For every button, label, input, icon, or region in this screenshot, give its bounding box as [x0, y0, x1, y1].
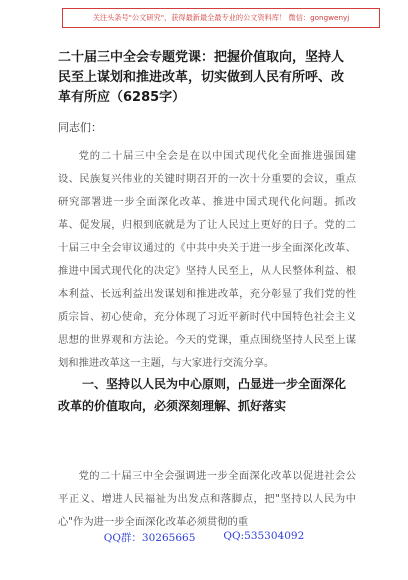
qq-number-text: QQ:535304092	[223, 530, 305, 542]
greeting: 同志们：	[58, 121, 102, 134]
body-paragraph: 党的二十届三中全会强调进一步全面深化改革以促进社会公平正义、增进人民福祉为出发点和落脚点，把"坚持以人民为中心"作为进一步全面深化改革必须贯彻的重	[58, 470, 356, 528]
body-paragraph: 党的二十届三中全会是在以中国式现代化全面推进强国建设、民族复兴伟业的关键时期召开的一次十分重要的会议，重点研究部署进一步全面深化改革、推进中国式现代化问题。抓改革、促发展，归根到底就是为了让人民过上更好的日子。党的二十届三中全会审议通过的《中共中央关于进一步全面深化改革、推进中国式现代化的决定》坚持人民至上，从人民整体利益、根本利益、长远利益出发谋划和推进改革，充分彰显了我们党的性质宗旨、初心使命，充分体现了习近平新时代中国特色社会主义思想的世界观和方法论。今天的党课，重点围绕坚持人民至上谋划和推进改革这一主题，与大家进行交流分享。	[58, 150, 356, 369]
qq-group-text: QQ群：30265665	[103, 532, 196, 544]
footer-contacts	[0, 530, 408, 545]
document-title: 二十届三中全会专题党课：把握价值取向，坚持人民至上谋划和推进改革，切实做到人民有所呼、改革有所应（6285字）	[58, 50, 345, 105]
section-heading: 一、坚持以人民为中心原则，凸显进一步全面深化改革的价值取向，必须深刻理解、抓好落实	[58, 377, 347, 413]
header-banner	[62, 8, 380, 28]
banner-text: 关注头条号"公文研究"，获得最新最全最专业的公文资料库！ 微信：gongwenyj	[92, 13, 350, 22]
